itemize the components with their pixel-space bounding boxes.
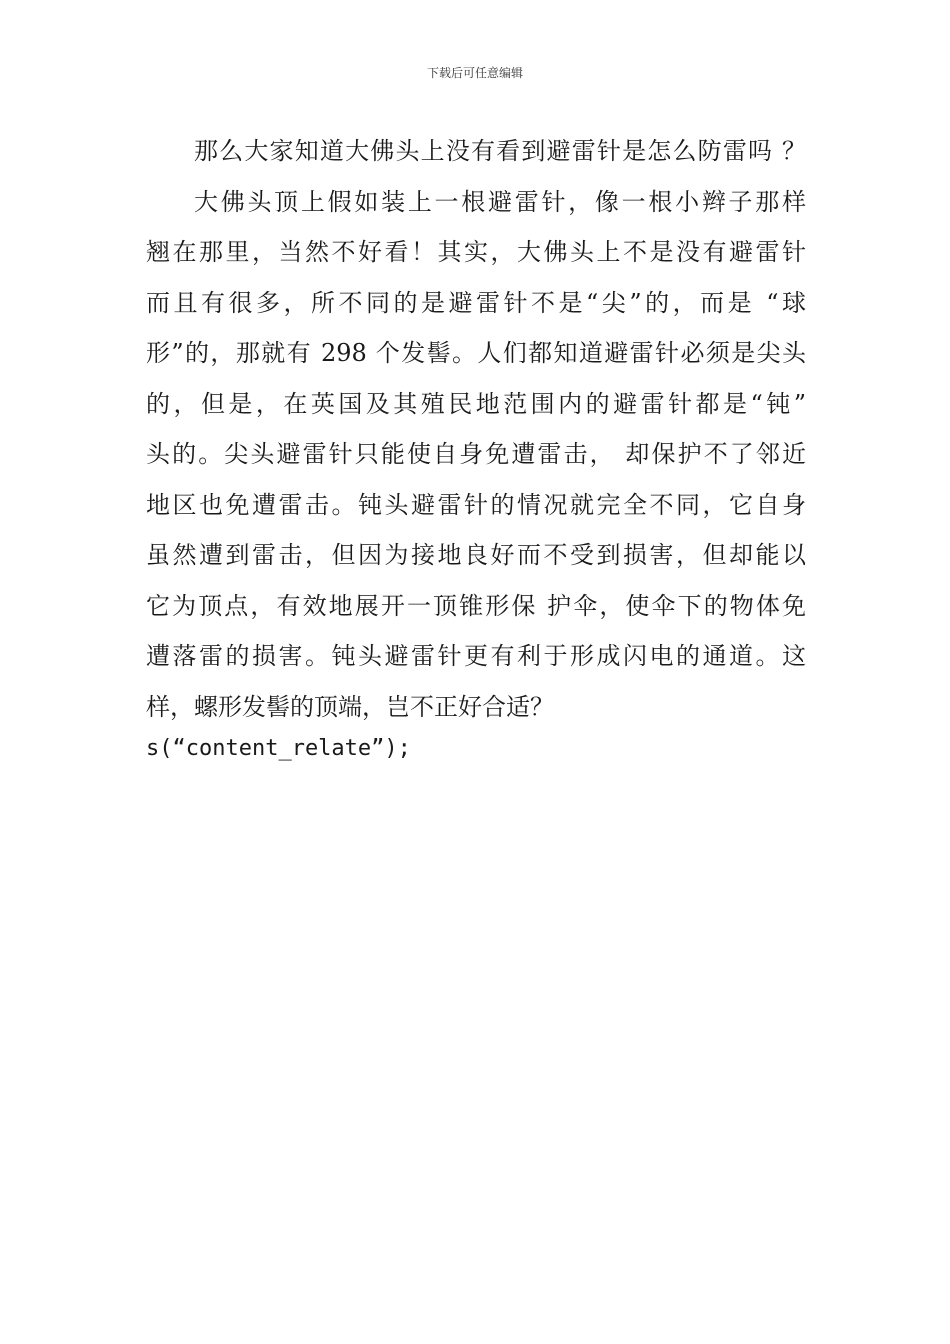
paragraph-line: 而且有很多，所不同的是避雷针不是“尖”的，而是 “球 <box>146 288 806 317</box>
paragraph-line: 样，螺形发髻的顶端，岂不正好合适？ <box>146 692 554 721</box>
paragraph-line: 那么大家知道大佛头上没有看到避雷针是怎么防雷吗 ？ <box>194 137 806 165</box>
paragraph-line: 它为顶点，有效地展开一顶锥形保 护伞，使伞下的物体免 <box>146 591 806 620</box>
paragraph-line: 地区也免遭雷击。钝头避雷针的情况就完全不同，它自身 <box>146 490 806 519</box>
paragraph-line: 大佛头顶上假如装上一根避雷针，像一根小辫子那样 <box>194 187 806 216</box>
paragraph-line: 形”的，那就有 298 个发髻。人们都知道避雷针必须是尖头 <box>146 339 806 367</box>
code-snippet: s(“content_relate”); <box>146 736 411 761</box>
page-header: 下载后可任意编辑 <box>426 66 523 80</box>
paragraph-line: 的，但是，在英国及其殖民地范围内的避雷针都是“钝” <box>146 389 806 418</box>
paragraph-line: 遭落雷的损害。钝头避雷针更有利于形成闪电的通道。这 <box>146 642 806 670</box>
paragraph-line: 头的。尖头避雷针只能使自身免遭雷击， 却保护不了邻近 <box>146 440 806 468</box>
article-body <box>146 126 806 732</box>
paragraph-line: 翘在那里，当然不好看！其实，大佛头上不是没有避雷针 <box>146 238 806 266</box>
paragraph-line: 虽然遭到雷击，但因为接地良好而不受到损害，但却能以 <box>146 541 806 569</box>
